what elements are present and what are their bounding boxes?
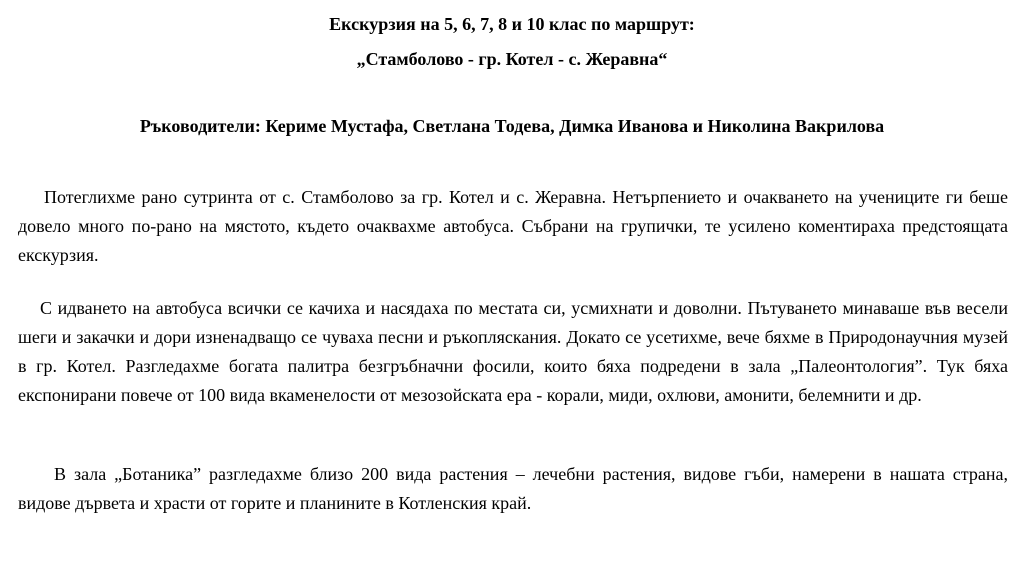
- route-title: „Стамболово - гр. Котел - с. Жеравна“: [356, 49, 668, 69]
- paragraph-botany: В зала „Ботаника” разгледахме близо 200 вида растения – лечебни растения, видове гъби, намерени в нашата страна, видове дървета и храсти от горите и планините в Котленския край.: [18, 464, 1008, 513]
- paragraph-museum: С идването на автобуса всички се качиха и насядаха по местата си, усмихнати и доволни. Пътуването минаваше във весели шеги и закачки и дори изненадващо се чуваха песни и ръкопляскания. Докато се усетихме, вече бяхме в Природонаучния музей в гр. Котел. Разгледахме богата палитра безгръбначни фосили, които бяха подредени в зала „Палеонтология”. Тук бяха експонирани повече от 100 вида вкаменелости от мезозойската ера - корали, миди, охлюви, амонити, белемнити и др.: [18, 298, 1008, 405]
- document-title: Екскурзия на 5, 6, 7, 8 и 10 клас по маршрут:: [329, 14, 695, 34]
- paragraph-departure: Потеглихме рано сутринта от с. Стамболово за гр. Котел и с. Жеравна. Нетърпението и очакването на учениците ги беше довело много по-рано на мястото, където очаквахме автобуса. Събрани на групички, те усилено коментираха предстоящата екскурзия.: [18, 187, 1008, 265]
- leaders-line: Ръководители: Кериме Мустафа, Светлана Тодева, Димка Иванова и Николина Вакрилова: [139, 116, 885, 136]
